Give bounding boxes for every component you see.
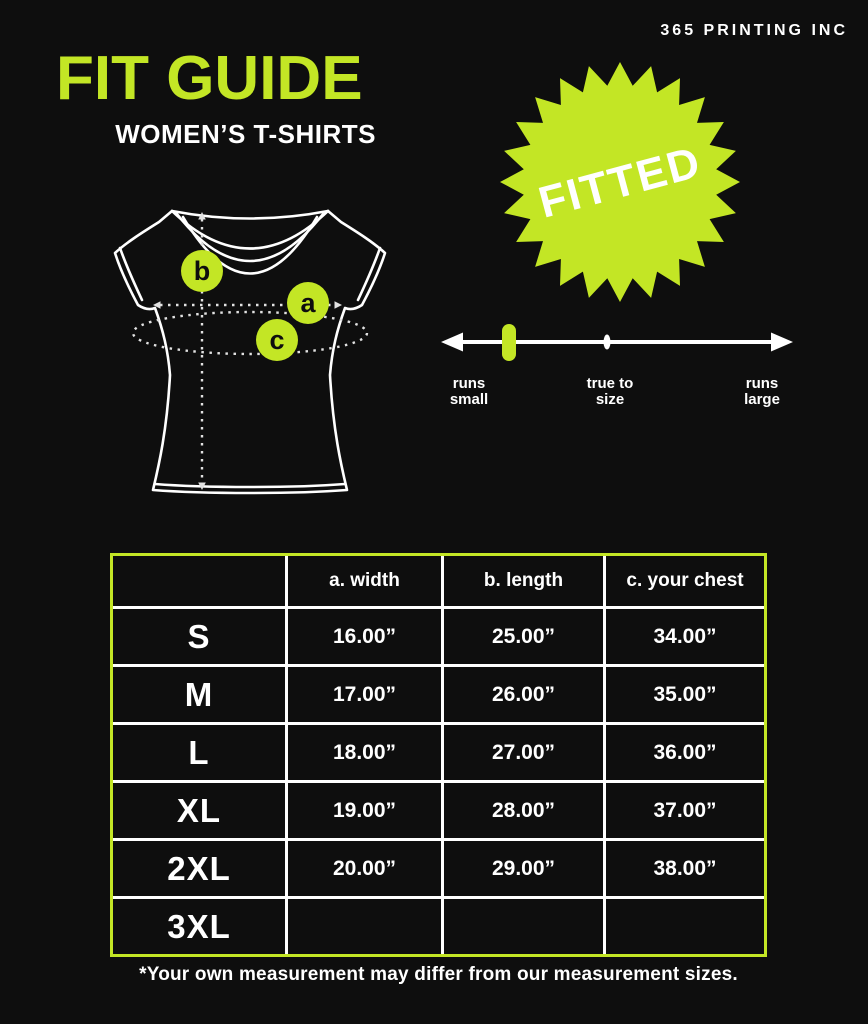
cell-width-2xl: 20.00” (288, 841, 441, 896)
table-header-width: a. width (288, 556, 441, 606)
size-table (110, 553, 767, 957)
chest-dotted-ellipse (133, 312, 367, 354)
cell-length-2xl: 29.00” (444, 841, 603, 896)
cell-chest-xl: 37.00” (606, 783, 764, 838)
scale-right-arrowhead (771, 333, 793, 352)
cell-width-xl: 19.00” (288, 783, 441, 838)
marker-c-label: c (269, 325, 285, 355)
label-runs-large-line2: large (744, 391, 780, 408)
label-true-to-size-line2: size (595, 391, 625, 408)
page-subtitle: WOMEN’S T-SHIRTS (115, 119, 376, 149)
table-header-chest: c. your chest (606, 556, 764, 606)
cell-length-l: 27.00” (444, 725, 603, 780)
footnote: *Your own measurement may differ from our measurement sizes. (139, 964, 738, 985)
scale-midpoint-dot (604, 335, 611, 350)
marker-a-label: a (300, 288, 316, 318)
cell-size-s: S (113, 609, 285, 664)
cell-size-2xl: 2XL (113, 841, 285, 896)
badge-label: FITTED (533, 137, 707, 228)
label-true-to-size-line1: true to (586, 375, 634, 392)
label-runs-small-line1: runs (452, 375, 486, 392)
scale-position-marker (502, 324, 516, 361)
tshirt-diagram (105, 190, 400, 510)
cell-length-s: 25.00” (444, 609, 603, 664)
cell-width-m: 17.00” (288, 667, 441, 722)
cell-length-m: 26.00” (444, 667, 603, 722)
cell-size-l: L (113, 725, 285, 780)
table-header-blank (113, 556, 285, 606)
label-runs-large-line1: runs (745, 375, 779, 392)
cell-length-3xl (444, 899, 603, 954)
page-title: FIT GUIDE (56, 44, 363, 113)
label-runs-small-line2: small (449, 391, 489, 408)
tshirt-outline (115, 211, 385, 493)
cell-chest-3xl (606, 899, 764, 954)
cell-chest-s: 34.00” (606, 609, 764, 664)
fit-scale (435, 308, 800, 418)
scale-labels (450, 375, 780, 408)
cell-width-3xl (288, 899, 441, 954)
cell-chest-l: 36.00” (606, 725, 764, 780)
cell-size-xl: XL (113, 783, 285, 838)
brand-text: 365 PRINTING INC (660, 22, 848, 39)
cell-width-l: 18.00” (288, 725, 441, 780)
cell-width-s: 16.00” (288, 609, 441, 664)
table-header-length: b. length (444, 556, 603, 606)
cell-length-xl: 28.00” (444, 783, 603, 838)
fitted-badge (495, 57, 745, 307)
cell-size-m: M (113, 667, 285, 722)
cell-size-3xl: 3XL (113, 899, 285, 954)
marker-b-label: b (193, 256, 211, 286)
scale-left-arrowhead (441, 333, 463, 352)
cell-chest-2xl: 38.00” (606, 841, 764, 896)
cell-chest-m: 35.00” (606, 667, 764, 722)
diagram-markers (181, 250, 329, 361)
